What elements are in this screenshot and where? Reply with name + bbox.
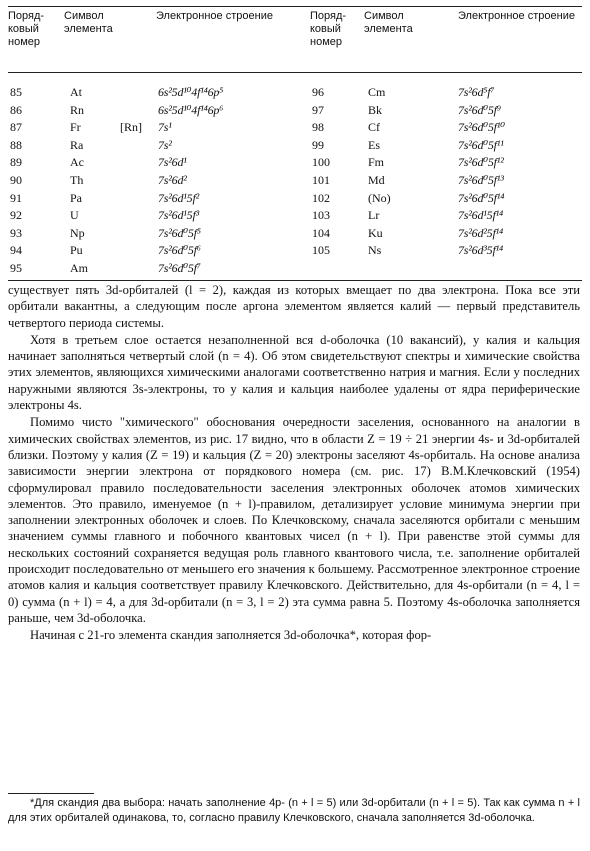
table-header: [8, 6, 308, 64]
paragraph: Начиная с 21-го элемента скандия заполняется 3d-оболочка*, которая фор-: [30, 628, 432, 643]
table-header-rule: [8, 72, 582, 73]
table-row: [8, 242, 308, 260]
electron-configuration: 7s²6d⁰5f¹³: [458, 172, 504, 187]
table-row: [8, 84, 308, 102]
table-row: [8, 207, 308, 225]
element-symbol: (No): [368, 190, 391, 205]
electron-configuration: 7s²6d¹5f¹⁴: [458, 208, 503, 223]
table-row: [8, 102, 308, 120]
electron-configuration: 7s²6d⁰5f⁷: [158, 260, 201, 275]
electron-configuration: 7s²6d¹5f²: [158, 190, 199, 205]
electron-configuration: 7s²6d⁰5f¹²: [458, 155, 504, 170]
electron-configuration: 7s²6d⁰5f⁵: [158, 225, 201, 240]
table-row: [310, 242, 590, 260]
element-symbol: Es: [368, 137, 380, 152]
element-symbol: Cm: [368, 85, 386, 99]
table-row: [8, 260, 308, 278]
table-header: [310, 6, 590, 64]
table-row: [8, 225, 308, 243]
element-symbol: Ns: [368, 243, 382, 258]
paragraph: Помимо чисто "химического" обоснования очередности заселения, основанного на аналогии в химических свойствах элементов, из рис. 17 видно, что в области Z = 19 ÷ 21 энергии 4s- и 3d-орбиталей близки. Поэтому у калия (Z = 19) и кальция (Z = 20) электроны заселяют 4s-орбиталь. На основе анализа зависимости энергии электрона от порядкового номера (см. рис. 17) В.М.Клечковский (1954) сформулировал правило последовательности заселения электронных оболочек атомов химических элементов. Это правило, именуемое (n + l)-правилом, детализирует условие минимума энергии при заполнении электронных оболочек и слоев. По Клечковскому, сначала заселяются орбитали с меньшим значением суммы главного и побочного квантовых чисел (n + l). При равенстве этой суммы для нескольких состояний сохраняется ведущая роль главного квантового числа, т.е. заполнение орбиталей происходит последовательно от меньшего его значения к большему. Рассмотренное электронное строение атомов калия и кальция соответствует правилу Клечковского. Действительно, для 4s-орбитали (n = 4, l = 0) сумма (n + l) = 4, а для 3d-орбитали (n = 3, l = 2) эта сумма равна 5. Поэтому 4s-оболочка заполняется раньше, чем 3d-оболочка.: [8, 415, 580, 625]
element-symbol: Pa: [70, 190, 82, 205]
element-number: 105: [312, 243, 330, 258]
element-number: 96: [312, 85, 324, 99]
element-symbol: Pu: [70, 243, 83, 258]
table-row: [310, 190, 590, 208]
element-symbol: Fr: [70, 120, 81, 135]
electron-configuration: 6s²5d¹⁰4f¹⁴6p⁶: [158, 102, 224, 117]
element-number: 95: [10, 260, 22, 275]
electron-configuration: 7s²6d⁰5f¹¹: [458, 137, 504, 152]
table-row: [310, 225, 590, 243]
element-symbol: Md: [368, 172, 385, 187]
element-symbol: At: [70, 85, 82, 99]
element-number: 102: [312, 190, 330, 205]
element-number: 103: [312, 208, 330, 223]
table-left-half: [8, 6, 308, 275]
element-number: 94: [10, 243, 22, 258]
body-text: [8, 282, 580, 645]
footnote: *Для скандия два выбора: начать заполнение 4p- (n + l = 5) или 3d-орбитали (n + l = 5). Так как сумма n + l для этих орбиталей одинакова, то, согласно правилу Клечковского, сначала заполняется 3d-оболочка.: [8, 797, 580, 824]
electron-configuration: 7s¹: [158, 120, 172, 135]
element-symbol: Fm: [368, 155, 385, 170]
table-row: [310, 154, 590, 172]
table-row: [310, 172, 590, 190]
element-number: 90: [10, 172, 22, 187]
header-symbol: Символ элемента: [64, 10, 113, 35]
paragraph: Хотя в третьем слое остается незаполненной вся d-оболочка (10 вакансий), у калия и кальция начинает заполняться четвертый слой (n = 4). Об этом свидетельствуют спектры и химические свойства этих элементов, являющихся химическими аналогами соответственно натрия и магния. Если у последних наружными являются 3s-электроны, то у калия и кальция наиболее удалены от ядра периферические электроны 4s.: [8, 332, 580, 413]
element-number: 86: [10, 102, 22, 117]
element-number: 85: [10, 85, 22, 99]
element-symbol: Ac: [70, 155, 84, 170]
electron-configuration: 7s²6d²: [158, 172, 187, 187]
element-number: 92: [10, 208, 22, 223]
table-right-rows: [310, 84, 590, 260]
element-symbol: Lr: [368, 208, 380, 223]
table-left-rows: [8, 84, 308, 278]
table-row: [310, 137, 590, 155]
footnote-rule: [8, 793, 94, 794]
element-symbol: Bk: [368, 102, 383, 117]
electron-configuration: 7s²6d⁰5f¹⁰: [458, 120, 505, 135]
table-row: [310, 119, 590, 137]
element-number: 104: [312, 225, 330, 240]
electron-configuration: 6s²5d¹⁰4f¹⁴6p⁵: [158, 85, 224, 99]
header-number: Поряд-ковый номер: [8, 10, 45, 48]
element-number: 101: [312, 172, 330, 187]
electron-configuration: 7s²6d⁵f⁷: [458, 85, 495, 99]
table-row: [8, 190, 308, 208]
element-number: 99: [312, 137, 324, 152]
element-number: 93: [10, 225, 22, 240]
electron-configuration: 7s²6d³5f¹⁴: [458, 243, 503, 258]
element-symbol: U: [70, 208, 79, 223]
electron-configuration: 7s²6d¹5f³: [158, 208, 199, 223]
electron-configuration: 7s²6d⁰5f⁶: [158, 243, 201, 258]
table-row: [310, 84, 590, 102]
electron-configuration: 7s²: [158, 137, 172, 152]
table-bottom-rule: [8, 280, 582, 281]
header-number: Поряд-ковый номер: [310, 10, 347, 48]
element-symbol: Rn: [70, 102, 85, 117]
table-right-half: [310, 6, 590, 258]
header-config: Электронное строение: [156, 10, 273, 22]
element-symbol: Cf: [368, 120, 380, 135]
element-number: 100: [312, 155, 330, 170]
element-symbol: Ku: [368, 225, 383, 240]
table-row: [8, 137, 308, 155]
table-row: [8, 119, 308, 137]
element-number: 87: [10, 120, 22, 135]
core-notation: [Rn]: [120, 120, 142, 135]
table-row: [310, 207, 590, 225]
table-row: [310, 102, 590, 120]
electron-configuration: 7s²6d²5f¹⁴: [458, 225, 503, 240]
element-symbol: Th: [70, 172, 84, 187]
paragraph: существует пять 3d-орбиталей (l = 2), каждая из которых вмещает по два электрона. Пока все эти орбитали вакантны, а следующим после аргона элементом является калий — первый представитель четвертого периода системы.: [8, 283, 580, 330]
electron-configuration: 7s²6d¹: [158, 155, 187, 170]
table-row: [8, 172, 308, 190]
element-symbol: Np: [70, 225, 85, 240]
element-number: 88: [10, 137, 22, 152]
element-number: 97: [312, 102, 324, 117]
element-symbol: Am: [70, 260, 88, 275]
element-number: 89: [10, 155, 22, 170]
header-symbol: Символ элемента: [364, 10, 413, 35]
electron-configuration: 7s²6d⁰5f⁹: [458, 102, 501, 117]
header-config: Электронное строение: [458, 10, 575, 22]
element-number: 91: [10, 190, 22, 205]
table-row: [8, 154, 308, 172]
element-symbol: Ra: [70, 137, 84, 152]
element-number: 98: [312, 120, 324, 135]
electron-configuration: 7s²6d⁰5f¹⁴: [458, 190, 505, 205]
